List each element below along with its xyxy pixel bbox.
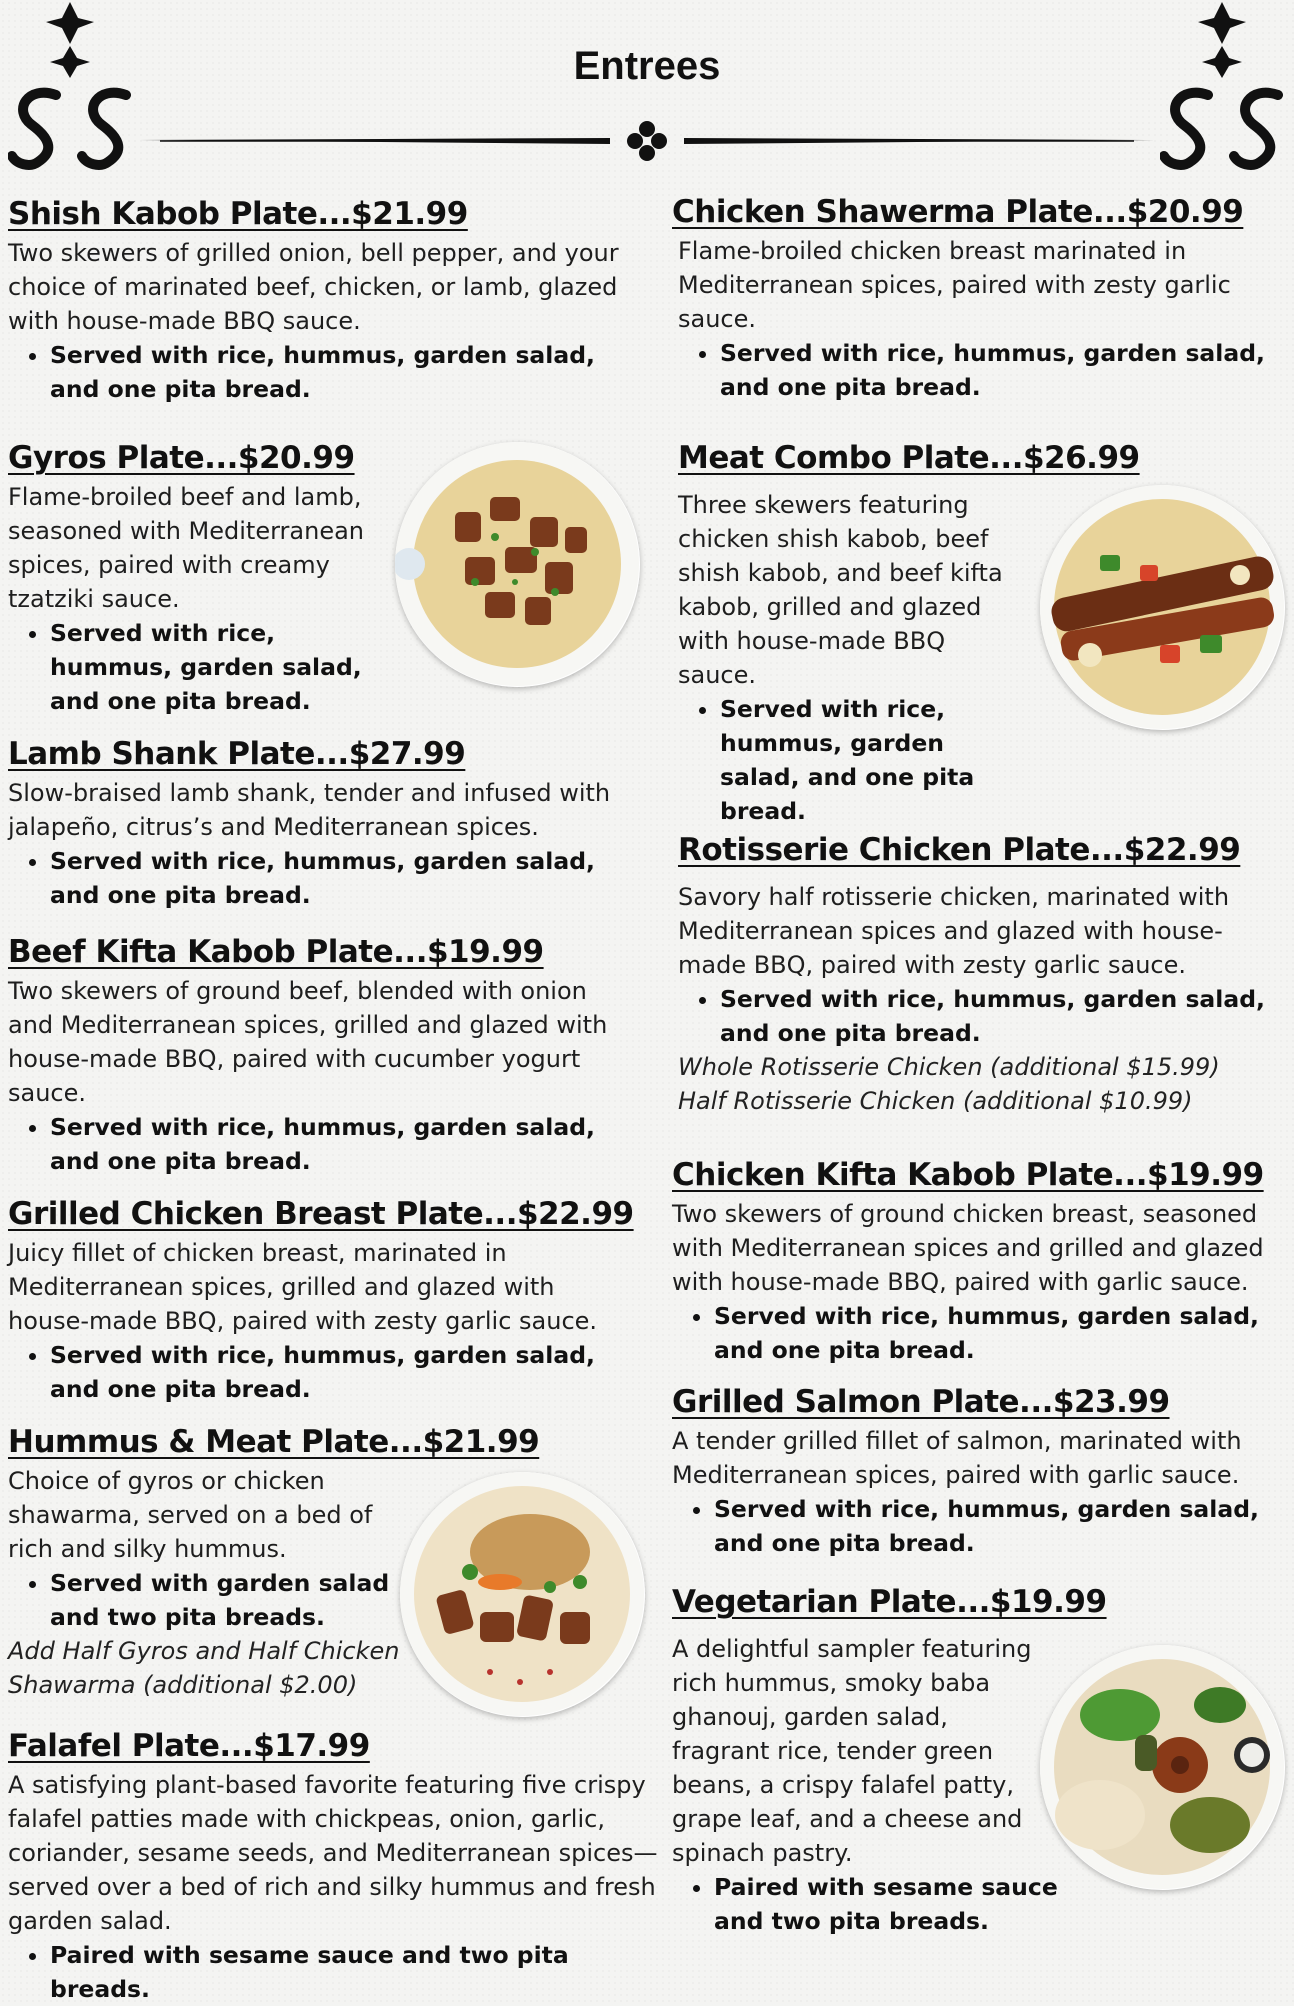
item-title: Meat Combo Plate...$26.99 xyxy=(678,440,1140,476)
hummus-meat-plate-photo xyxy=(400,1472,645,1717)
item-served-with: • Served with garden salad and two pita breads. xyxy=(50,1566,410,1634)
item-description: Two skewers of grilled onion, bell pepper, and your choice of marinated beef, chicken, or lamb, glazed with house-made BBQ sauce. xyxy=(8,239,619,335)
vegetarian-plate-photo xyxy=(1040,1645,1285,1890)
right-logo-ornament xyxy=(1160,0,1290,175)
menu-item-lamb-shank xyxy=(8,736,638,912)
item-title: Falafel Plate...$17.99 xyxy=(8,1728,370,1764)
item-served-with: • Served with rice, hummus, garden salad, and one pita bread. xyxy=(720,336,1272,404)
item-served-with: • Served with rice, hummus, garden salad, and one pita bread. xyxy=(714,1299,1290,1367)
item-served-with: • Paired with sesame sauce and two pita breads. xyxy=(50,1938,658,2006)
item-description: Savory half rotisserie chicken, marinated with Mediterranean spices and glazed with house-made BBQ, paired with zesty garlic sauce. xyxy=(678,883,1230,979)
menu-item-grilled-salmon xyxy=(672,1384,1282,1560)
item-description: A tender grilled fillet of salmon, marinated with Mediterranean spices, paired with garlic sauce. xyxy=(672,1427,1242,1489)
item-addon-note-whole: Whole Rotisserie Chicken (additional $15.99) xyxy=(678,1053,1220,1081)
item-title: Grilled Salmon Plate...$23.99 xyxy=(672,1384,1170,1420)
item-description: Juicy fillet of chicken breast, marinated in Mediterranean spices, grilled and glazed with house-made BBQ, paired with zesty garlic sauce. xyxy=(8,1239,598,1335)
item-description: Slow-braised lamb shank, tender and infused with jalapeño, citrus’s and Mediterranean spices. xyxy=(8,779,611,841)
item-served-with: • Served with rice, hummus, garden salad, and one pita bread. xyxy=(714,1492,1282,1560)
item-title: Grilled Chicken Breast Plate...$22.99 xyxy=(8,1196,634,1232)
menu-item-meat-combo xyxy=(678,440,1140,828)
meat-combo-plate-photo xyxy=(1040,485,1285,730)
menu-item-beef-kifta xyxy=(8,934,608,1178)
item-description: A delightful sampler featuring rich hummus, smoky baba ghanouj, garden salad, fragrant rice, tender green beans, a crispy falafel patty, grape leaf, and a cheese and spinach pastry. xyxy=(672,1635,1032,1867)
item-served-with: • Served with rice, hummus, garden salad, and one pita bread. xyxy=(50,844,638,912)
item-title: Shish Kabob Plate...$21.99 xyxy=(8,196,468,232)
title-divider xyxy=(130,118,1164,164)
item-title: Hummus & Meat Plate...$21.99 xyxy=(8,1424,540,1460)
item-description: Choice of gyros or chicken shawarma, served on a bed of rich and silky hummus. xyxy=(8,1467,373,1563)
item-title: Beef Kifta Kabob Plate...$19.99 xyxy=(8,934,544,970)
item-description: Flame-broiled beef and lamb, seasoned with Mediterranean spices, paired with creamy tzatziki sauce. xyxy=(8,483,365,613)
item-description: Flame-broiled chicken breast marinated in Mediterranean spices, paired with zesty garlic sauce. xyxy=(678,237,1231,333)
menu-item-shish-kabob xyxy=(8,196,638,406)
item-served-with: • Paired with sesame sauce and two pita breads. xyxy=(714,1870,1064,1938)
item-served-with: • Served with rice, hummus, garden salad, and one pita bread. xyxy=(50,616,393,718)
item-served-with: • Served with rice, hummus, garden salad, and one pita bread. xyxy=(720,982,1278,1050)
menu-item-vegetarian xyxy=(672,1584,1107,1938)
menu-item-hummus-meat xyxy=(8,1424,540,1702)
item-title: Gyros Plate...$20.99 xyxy=(8,440,355,476)
item-title: Lamb Shank Plate...$27.99 xyxy=(8,736,466,772)
gyros-plate-photo xyxy=(395,442,640,687)
menu-item-rotisserie-chicken xyxy=(678,832,1278,1118)
menu-item-gyros xyxy=(8,440,393,718)
left-logo-ornament xyxy=(8,0,138,175)
menu-item-falafel xyxy=(8,1728,658,2006)
fleuron-icon xyxy=(627,121,667,161)
item-addon-note-half: Half Rotisserie Chicken (additional $10.99) xyxy=(678,1087,1193,1115)
item-title: Vegetarian Plate...$19.99 xyxy=(672,1584,1107,1620)
menu-item-grilled-chicken-breast xyxy=(8,1196,634,1406)
item-title: Rotisserie Chicken Plate...$22.99 xyxy=(678,832,1241,868)
menu-item-chicken-kifta xyxy=(672,1157,1290,1367)
item-description: A satisfying plant-based favorite featuring five crispy falafel patties made with chickpeas, onion, garlic, coriander, sesame seeds, and Mediterranean spices—served over a bed of rich and silky hummus and fresh garden salad. xyxy=(8,1771,658,1935)
item-title: Chicken Shawerma Plate...$20.99 xyxy=(672,194,1244,230)
item-served-with: • Served with rice, hummus, garden salad, and one pita bread. xyxy=(50,338,638,406)
item-addon-note: Add Half Gyros and Half Chicken Shawarma (additional $2.00) xyxy=(8,1637,400,1699)
item-served-with: • Served with rice, hummus, garden salad, and one pita bread. xyxy=(50,1110,608,1178)
item-title: Chicken Kifta Kabob Plate...$19.99 xyxy=(672,1157,1264,1193)
item-served-with: • Served with rice, hummus, garden salad, and one pita bread. xyxy=(50,1338,628,1406)
item-description: Two skewers of ground beef, blended with onion and Mediterranean spices, grilled and glazed with house-made BBQ, paired with cucumber yogurt sauce. xyxy=(8,977,608,1107)
item-description: Three skewers featuring chicken shish kabob, beef shish kabob, and beef kifta kabob, grilled and glazed with house-made BBQ sauce. xyxy=(678,491,1003,689)
page-title: Entrees xyxy=(573,44,721,88)
item-served-with: • Served with rice, hummus, garden salad, and one pita bread. xyxy=(720,692,1030,828)
menu-item-chicken-shawerma xyxy=(672,194,1272,404)
item-description: Two skewers of ground chicken breast, seasoned with Mediterranean spices and grilled and glazed with house-made BBQ, paired with garlic sauce. xyxy=(672,1200,1264,1296)
